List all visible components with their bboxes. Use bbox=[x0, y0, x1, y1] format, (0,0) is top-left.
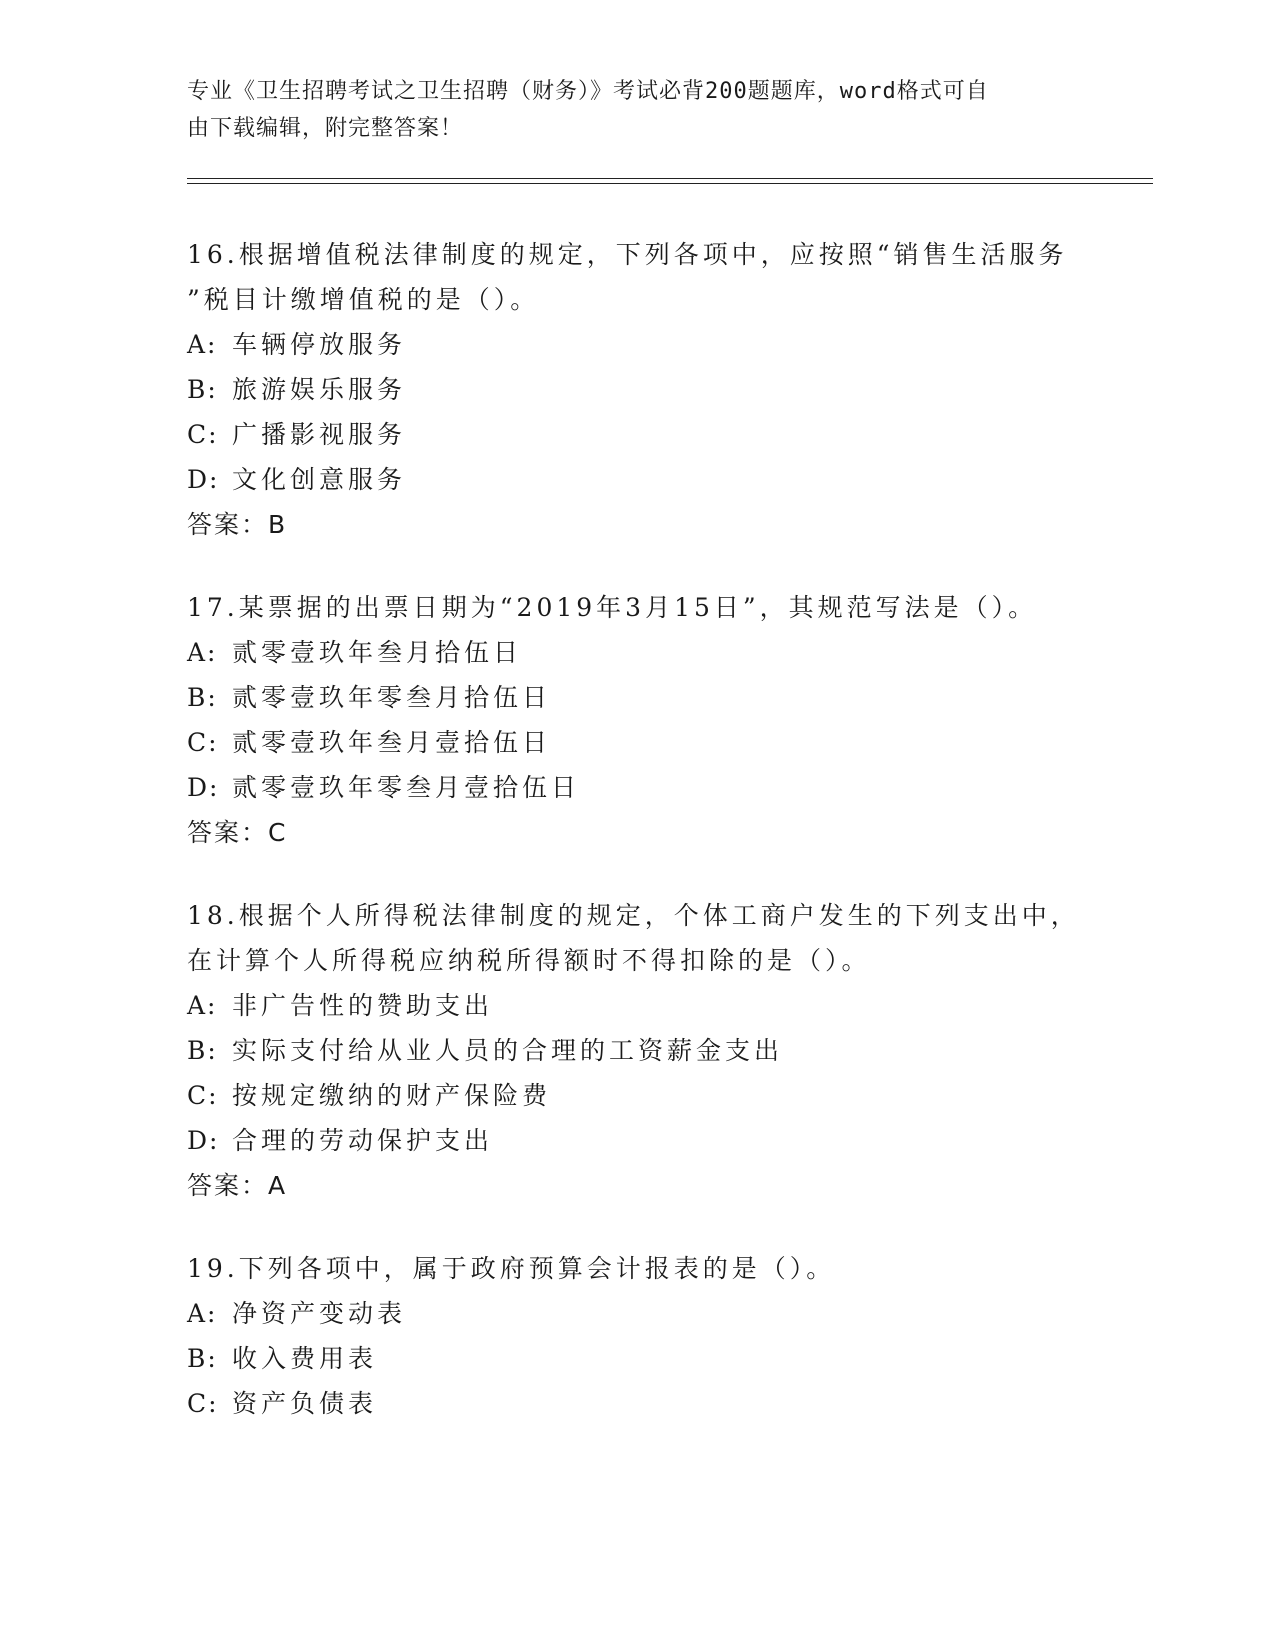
option-text: 贰零壹玖年叁月拾伍日 bbox=[232, 638, 523, 667]
option-text: 实际支付给从业人员的合理的工资薪金支出 bbox=[232, 1036, 784, 1065]
option-text: 资产负债表 bbox=[232, 1389, 378, 1418]
option-text: 旅游娱乐服务 bbox=[232, 375, 407, 404]
question-title: 16.根据增值税法律制度的规定，下列各项中，应按照“销售生活服务 ”税目计缴增值税的是（）。 bbox=[187, 240, 1068, 314]
option-key: C: bbox=[187, 420, 219, 449]
option-text: 贰零壹玖年零叁月拾伍日 bbox=[232, 683, 552, 712]
question-19 bbox=[187, 1246, 1087, 1426]
option-c bbox=[187, 720, 1087, 765]
option-key: A: bbox=[187, 1299, 218, 1328]
option-key: A: bbox=[187, 638, 218, 667]
option-key: D: bbox=[187, 773, 220, 802]
option-c bbox=[187, 1381, 1087, 1426]
option-text: 非广告性的赞助支出 bbox=[232, 991, 494, 1020]
option-key: C: bbox=[187, 1081, 219, 1110]
question-title: 17.某票据的出票日期为“2019年3月15日”，其规范写法是（）。 bbox=[187, 593, 1038, 622]
option-key: A: bbox=[187, 991, 218, 1020]
answer-line: 答案：C bbox=[187, 818, 288, 847]
question-17 bbox=[187, 585, 1087, 855]
header-divider-bottom bbox=[187, 183, 1153, 184]
option-a bbox=[187, 983, 1087, 1028]
option-text: 收入费用表 bbox=[232, 1344, 378, 1373]
option-text: 净资产变动表 bbox=[232, 1299, 407, 1328]
question-title: 19.下列各项中，属于政府预算会计报表的是（）。 bbox=[187, 1254, 836, 1283]
option-text: 广播影视服务 bbox=[232, 420, 407, 449]
option-text: 贰零壹玖年叁月壹拾伍日 bbox=[232, 728, 552, 757]
option-a bbox=[187, 630, 1087, 675]
option-key: B: bbox=[187, 1036, 218, 1065]
option-text: 文化创意服务 bbox=[232, 465, 407, 494]
option-d bbox=[187, 1118, 1087, 1163]
option-d bbox=[187, 765, 1087, 810]
document-header: 专业《卫生招聘考试之卫生招聘（财务）》考试必背200题题库，word格式可自 由下载编辑，附完整答案！ bbox=[187, 79, 989, 141]
option-key: C: bbox=[187, 1389, 219, 1418]
option-a bbox=[187, 322, 1087, 367]
option-key: A: bbox=[187, 330, 218, 359]
option-text: 车辆停放服务 bbox=[232, 330, 407, 359]
answer-line: 答案：B bbox=[187, 510, 288, 539]
option-d bbox=[187, 457, 1087, 502]
option-key: D: bbox=[187, 465, 220, 494]
option-key: B: bbox=[187, 683, 218, 712]
option-key: B: bbox=[187, 375, 218, 404]
option-a bbox=[187, 1291, 1087, 1336]
option-text: 按规定缴纳的财产保险费 bbox=[232, 1081, 552, 1110]
option-text: 贰零壹玖年零叁月壹拾伍日 bbox=[232, 773, 581, 802]
option-b bbox=[187, 1336, 1087, 1381]
option-c bbox=[187, 412, 1087, 457]
question-title: 18.根据个人所得税法律制度的规定，个体工商户发生的下列支出中， 在计算个人所得税应纳税所得额时不得扣除的是（）。 bbox=[187, 901, 1080, 975]
option-b bbox=[187, 1028, 1087, 1073]
option-text: 合理的劳动保护支出 bbox=[232, 1126, 494, 1155]
question-list bbox=[187, 232, 1087, 1464]
option-b bbox=[187, 675, 1087, 720]
option-c bbox=[187, 1073, 1087, 1118]
question-16 bbox=[187, 232, 1087, 547]
question-18 bbox=[187, 893, 1087, 1208]
option-key: C: bbox=[187, 728, 219, 757]
option-key: D: bbox=[187, 1126, 220, 1155]
answer-line: 答案：A bbox=[187, 1171, 288, 1200]
option-key: B: bbox=[187, 1344, 218, 1373]
option-b bbox=[187, 367, 1087, 412]
header-divider-top bbox=[187, 178, 1153, 179]
